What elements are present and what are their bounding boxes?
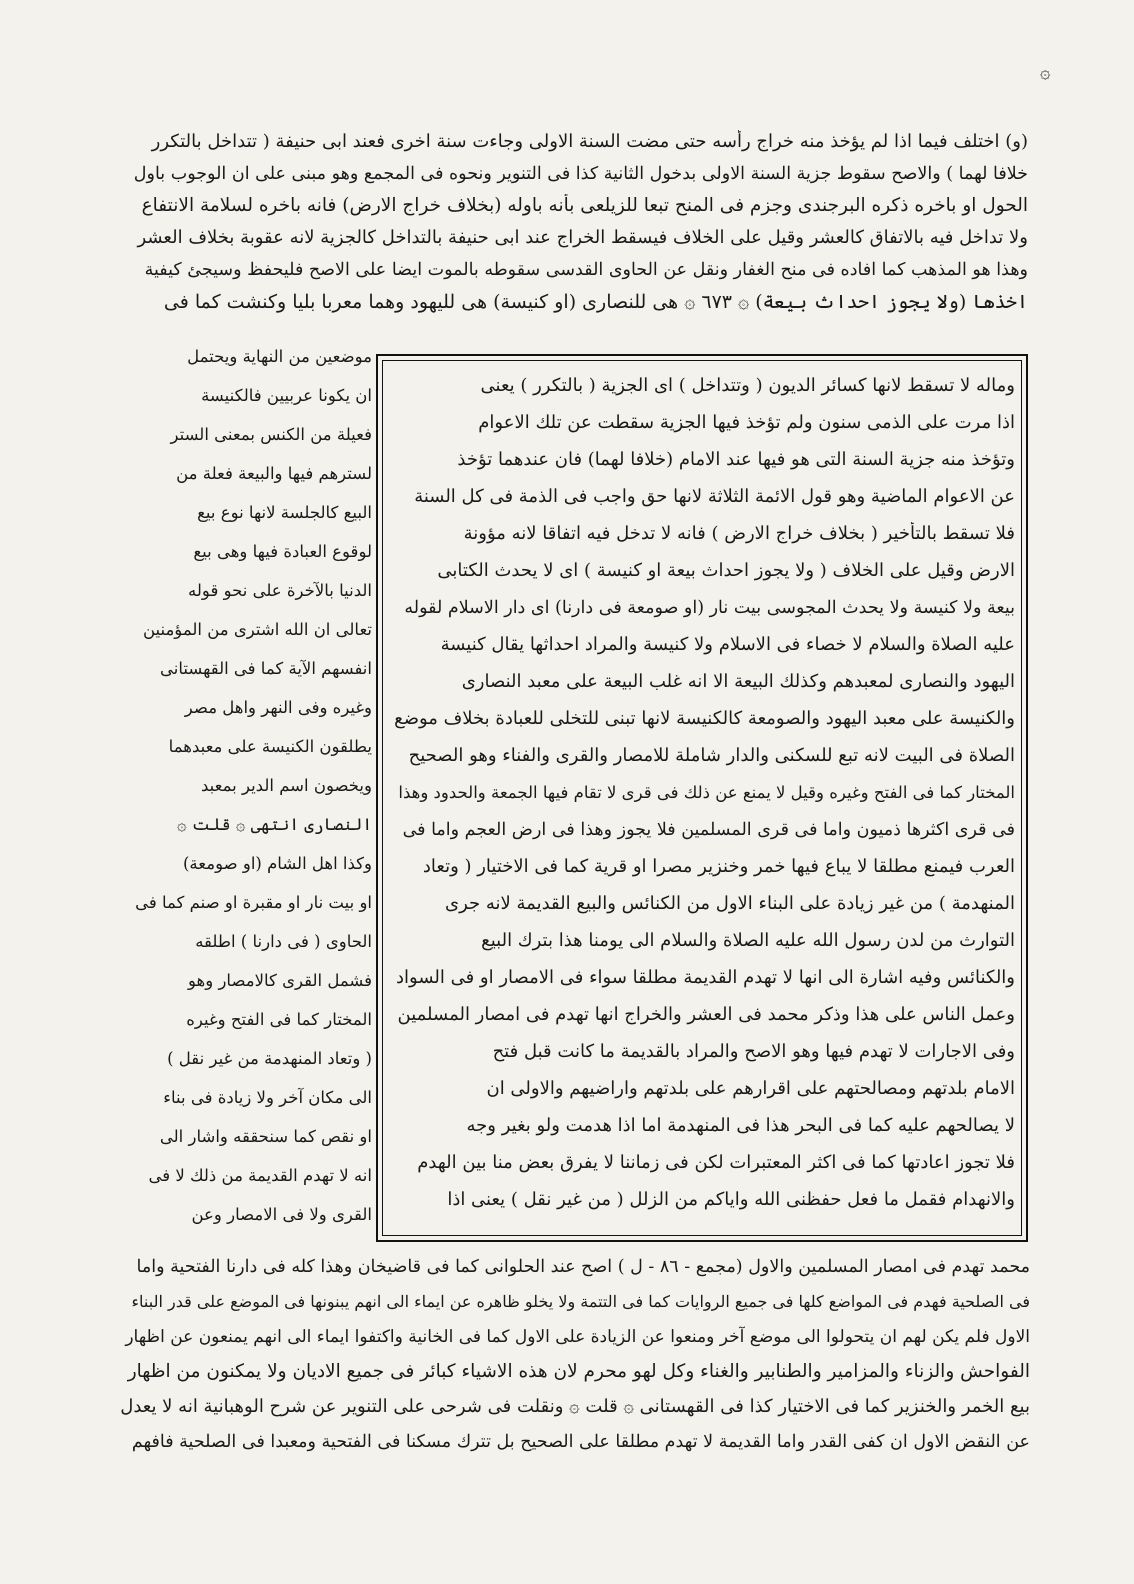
top-line: الحول او باخره ذكره البرجندى وجزم فى المنح تبعا للزيلعى بأنه باوله (بخلاف خراج الارض) فانه باخره لسلامة الانتفاع xyxy=(141,195,1028,216)
main-line: اليهود والنصارى لمعبدهم وكذلك البيعة الا انه غلب البيعة على معبد النصارى xyxy=(461,671,1015,692)
top-line: ولا تداخل فيه بالاتفاق كالعشر وقيل على الخلاف فيسقط الخراج عند ابى حنيفة بالتداخل كالجزية لانه عقوبة بخلاف العشر xyxy=(137,227,1028,248)
side-line: القرى ولا فى الامصار وعن xyxy=(191,1205,372,1224)
main-line: عليه الصلاة والسلام لا خصاء فى الاسلام ولا كنيسة والمراد احداثها يقال كنيسة xyxy=(440,634,1015,655)
main-line: وماله لا تسقط لانها كسائر الديون ( وتتداخل ) اى الجزية ( بالتكرر ) يعنى xyxy=(480,375,1015,396)
side-line: ان يكونا عربيين فالكنيسة xyxy=(201,386,372,405)
bottom-line: بيع الخمر والخنزير كما فى الاختيار كذا فى القهستانى ۞ قلت ۞ ونقلت فى شرحى على التنوير عن شرح الوهبانية انه لا يعدل xyxy=(120,1396,1030,1417)
ornament-glyph: ۞ xyxy=(1040,62,1051,83)
main-line: فلا تجوز اعادتها كما فى اكثر المعتبرات لكن فى زماننا لا يفرق بعض منا بين الهدم xyxy=(417,1152,1015,1173)
main-line: الصلاة فى البيت لانه تبع للسكنى والدار شاملة للامصار والقرى والفناء وهو الصحيح xyxy=(408,745,1015,766)
main-line: التوارث من لدن رسول الله عليه الصلاة والسلام الى يومنا هذا بترك البيع xyxy=(481,930,1015,951)
main-line: اذا مرت على الذمى سنون ولم تؤخذ فيها الجزية سقطت عن تلك الاعوام xyxy=(478,412,1015,433)
side-line: الدنيا بالآخرة على نحو قوله xyxy=(188,581,372,600)
main-line: المختار كما فى الفتح وغيره وقيل لا يمنع عن ذلك فى قرى لا تقام فيها الجمعة والحدود وهذا xyxy=(398,783,1015,802)
main-line: العرب فيمنع مطلقا لا يباع فيها خمر وخنزير مصرا او قرية كما فى الاختيار ( وتعاد xyxy=(422,856,1015,877)
bottom-line: الاول فلم يكن لهم ان يتحولوا الى موضع آخر ومنعوا عن الزيادة على الاول كما فى الخانية واكتفوا ايماء الى انهم يمنعون عن اظهار xyxy=(125,1327,1030,1347)
side-line: او بيت نار او مقبرة او صنم كما فى xyxy=(135,893,372,912)
side-line: فشمل القرى كالامصار وهو xyxy=(188,971,372,990)
side-line: يطلقون الكنيسة على معبدهما xyxy=(168,737,372,756)
main-line: الامام بلدتهم ومصالحتهم على اقرارهم على بلدتهم واراضيهم والاولى ان xyxy=(486,1078,1015,1099)
main-line: والكنيسة على معبد اليهود والصومعة كالكنيسة لانها تبنى للتخلى للعبادة بخلاف موضع xyxy=(394,708,1015,729)
main-line: وفى الاجارات لا تهدم فيها وهو الاصح والمراد بالقديمة ما كانت قبل فتح xyxy=(492,1041,1015,1062)
side-line: وكذا اهل الشام (او صومعة) xyxy=(182,854,372,873)
side-line: لسترهم فيها والبيعة فعلة من xyxy=(176,464,372,483)
bottom-line: محمد تهدم فى امصار المسلمين والاول (مجمع - ٨٦ - ل ) اصح عند الحلوانى كما فى قاضيخان وهذا كله فى دارنا الفتحية واما xyxy=(136,1257,1030,1277)
side-line: البيع كالجلسة لانها نوع بيع xyxy=(197,503,372,522)
side-line: وغيره وفى النهر واهل مصر xyxy=(184,698,372,717)
bottom-line: فى الصلحية فهدم فى المواضع كلها فى جميع الروايات كما فى التتمة ولا يخلو ظاهره عن ايماء الى انهم يبنونها فى الموضع على قدر البناء xyxy=(131,1292,1030,1311)
side-line: فعيلة من الكنس بمعنى الستر xyxy=(170,425,372,444)
main-line: فلا تسقط بالتأخير ( بخلاف خراج الارض ) فانه لا تدخل فيه اتفاقا لانه مؤونة xyxy=(463,523,1015,544)
bottom-line: عن النقض الاول ان كفى القدر واما القديمة لا تهدم مطلقا على الصحيح بل تترك مسكنا فى الفتحية ومعبدا فى الصلحية فافهم xyxy=(131,1432,1030,1452)
side-line: الحاوى ( فى دارنا ) اطلقه xyxy=(195,932,372,951)
side-line: ( وتعاد المنهدمة من غير نقل ) xyxy=(167,1049,372,1068)
side-line: موضعين من النهاية ويحتمل xyxy=(187,347,372,366)
main-line: عن الاعوام الماضية وهو قول الائمة الثلاثة لانها حق واجب فى الذمة فى كل السنة xyxy=(414,486,1015,507)
side-line: انه لا تهدم القديمة من ذلك لا فى xyxy=(148,1166,372,1185)
side-line: النصارى انتهى ۞ قلت ۞ xyxy=(176,815,372,834)
top-line: (و) اختلف فيما اذا لم يؤخذ منه خراج رأسه حتى مضت السنة الاولى وجاءت سنة اخرى فعند ابى حنيفة ( تتداخل بالتكرر xyxy=(151,131,1028,152)
side-line: او نقص كما سنحققه واشار الى xyxy=(159,1127,372,1146)
side-line: الى مكان آخر ولا زيادة فى بناء xyxy=(163,1088,372,1107)
top-line: اخذها (ولا يجوز احداث بيعة) ۞ ٦٧٣ ۞ هى للنصارى (او كنيسة) هى لليهود وهما معربا بليا وكنشت كما فى xyxy=(163,291,1028,313)
side-line: المختار كما فى الفتح وغيره xyxy=(186,1010,372,1029)
top-line: وهذا هو المذهب كما افاده فى منح الغفار ونقل عن الحاوى القدسى سقوطه بالموت ايضا على الاصح فليحفظ وسيجئ كيفية xyxy=(144,260,1028,280)
side-line: انفسهم الآية كما فى القهستانى xyxy=(160,659,372,678)
side-line: ويخصون اسم الدير بمعبد xyxy=(201,776,372,795)
main-line: وعمل الناس على هذا وذكر محمد فى العشر والخراج انها تهدم فى امصار المسلمين xyxy=(397,1004,1015,1025)
main-line: الارض وقيل على الخلاف ( ولا يجوز احداث بيعة او كنيسة ) اى لا يحدث الكتابى xyxy=(437,560,1015,581)
main-line: لا يصالحهم عليه كما فى البحر هذا فى المنهدمة اما اذا هدمت ولو بغير وجه xyxy=(466,1115,1015,1136)
side-line: تعالى ان الله اشترى من المؤمنين xyxy=(142,620,372,639)
bottom-line: الفواحش والزناء والمزامير والطنابير والغناء وكل لهو محرم لان هذه الاشياء كبائر فى جميع الاديان ولا يمكنون من اظهار xyxy=(127,1361,1030,1382)
main-line: فى قرى اكثرها ذميون واما فى قرى المسلمين فلا يجوز وهذا فى ارض العجم واما فى xyxy=(402,820,1015,840)
main-line: وتؤخذ منه جزية السنة التى هو فيها عند الامام (خلافا لهما) فان عندهما تؤخذ xyxy=(457,449,1015,470)
top-line: خلافا لهما ) والاصح سقوط جزية السنة الاولى بدخول الثانية كذا فى التنوير ونحوه فى المجمع وهو مبنى على ان الوجوب باول xyxy=(133,164,1028,184)
main-line: بيعة ولا كنيسة ولا يحدث المجوسى بيت نار (او صومعة فى دارنا) اى دار الاسلام لقوله xyxy=(404,598,1015,618)
main-line: المنهدمة ) من غير زيادة على البناء الاول من الكنائس والبيع القديمة لانه جرى xyxy=(445,893,1015,914)
main-line: والكنائس وفيه اشارة الى انها لا تهدم القديمة مطلقا سواء فى الامصار او فى السواد xyxy=(396,967,1015,988)
side-line: لوقوع العبادة فيها وهى بيع xyxy=(193,542,372,561)
main-line: والانهدام فقمل ما فعل حفظنى الله واياكم من الزلل ( من غير نقل ) يعنى اذا xyxy=(447,1189,1015,1210)
